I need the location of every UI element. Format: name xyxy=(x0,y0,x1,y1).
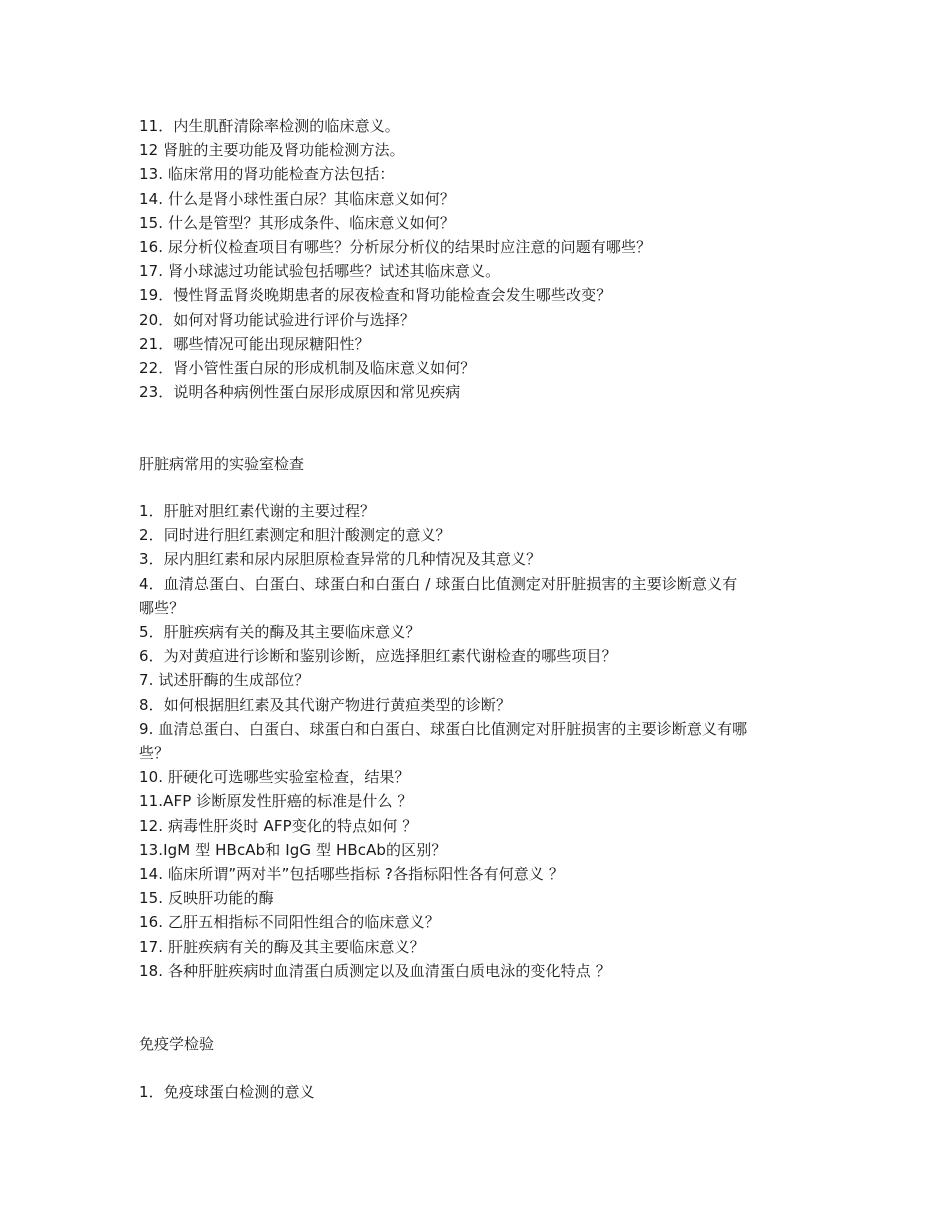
list-item: 16. 尿分析仪检查项目有哪些？分析尿分析仪的结果时应注意的问题有哪些？ xyxy=(139,238,652,257)
list-item: 13. 临床常用的肾功能检查方法包括： xyxy=(139,165,395,184)
list-item: 16. 乙肝五相指标不同阳性组合的临床意义？ xyxy=(139,913,440,932)
list-item: 15. 反映肝功能的酶 xyxy=(139,889,274,908)
list-item: 7. 试述肝酶的生成部位？ xyxy=(139,671,310,690)
liver-question-list xyxy=(139,499,789,983)
list-item: 21．哪些情况可能出现尿糖阳性？ xyxy=(139,334,370,353)
list-item: 4．血清总蛋白、白蛋白、球蛋白和白蛋白 / 球蛋白比值测定对肝脏损害的主要诊断意义有哪些？ xyxy=(139,574,738,617)
list-item: 23．说明各种病例性蛋白尿形成原因和常见疾病 xyxy=(139,383,461,402)
section-heading-immunology: 免疫学检验 xyxy=(139,1035,215,1053)
list-item: 14. 临床所谓”两对半”包括哪些指标 ?各指标阳性各有何意义 ？ xyxy=(139,865,564,884)
list-item: 9. 血清总蛋白、白蛋白、球蛋白和白蛋白、球蛋白比值测定对肝脏损害的主要诊断意义有哪些？ xyxy=(139,719,748,763)
list-item: 14. 什么是肾小球性蛋白尿？其临床意义如何？ xyxy=(139,189,455,208)
list-item: 1．免疫球蛋白检测的意义 xyxy=(139,1083,315,1101)
renal-question-list xyxy=(139,114,789,404)
list-item: 20．如何对肾功能试验进行评价与选择？ xyxy=(139,310,415,329)
list-item: 19．慢性肾盂肾炎晚期患者的尿夜检查和肾功能检查会发生哪些改变？ xyxy=(139,286,612,305)
list-item: 12. 病毒性肝炎时 AFP变化的特点如何 ？ xyxy=(139,816,418,835)
list-item: 12 肾脏的主要功能及肾功能检测方法。 xyxy=(139,141,405,160)
list-item: 11.AFP 诊断原发性肝癌的标准是什么 ？ xyxy=(139,792,413,811)
list-item: 8．如何根据胆红素及其代谢产物进行黄疸类型的诊断？ xyxy=(139,695,512,714)
list-item: 18. 各种肝脏疾病时血清蛋白质测定以及血清蛋白质电泳的变化特点 ？ xyxy=(139,961,611,980)
immunology-question-list xyxy=(139,1080,789,1104)
list-item: 22．肾小管性蛋白尿的形成机制及临床意义如何？ xyxy=(139,359,476,378)
list-item: 6．为对黄疸进行诊断和鉴别诊断，应选择胆红素代谢检查的哪些项目？ xyxy=(139,647,617,666)
list-item: 10. 肝硬化可选哪些实验室检查，结果？ xyxy=(139,768,410,787)
list-item: 17. 肝脏疾病有关的酶及其主要临床意义？ xyxy=(139,937,425,956)
list-item: 13.IgM 型 HBcAb和 IgG 型 HBcAb的区别？ xyxy=(139,840,447,859)
list-item: 11．内生肌酐清除率检测的临床意义。 xyxy=(139,117,400,135)
list-item: 15. 什么是管型？其形成条件、临床意义如何？ xyxy=(139,213,455,232)
list-item: 3．尿内胆红素和尿内尿胆原检查异常的几种情况及其意义？ xyxy=(139,550,542,569)
list-item: 5．肝脏疾病有关的酶及其主要临床意义？ xyxy=(139,623,421,642)
list-item: 17. 肾小球滤过功能试验包括哪些？试述其临床意义。 xyxy=(139,262,501,281)
section-heading-liver: 肝脏病常用的实验室检查 xyxy=(139,455,305,473)
list-item: 2．同时进行胆红素测定和胆汁酸测定的意义？ xyxy=(139,526,451,545)
list-item: 1．肝脏对胆红素代谢的主要过程？ xyxy=(139,502,376,520)
